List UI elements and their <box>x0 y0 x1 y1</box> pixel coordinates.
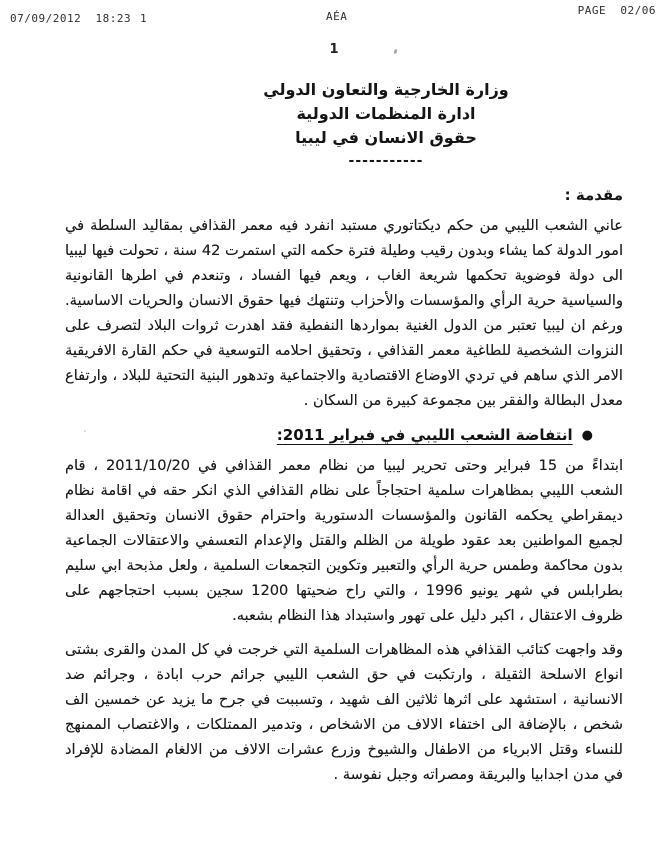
uprising-paragraph-2: وقد واجهت كتائب القذافي هذه المظاهرات السلمية التي خرجت في كل المدن والقرى بشتى انواع الاسلحة الثقيلة ، وارتكبت في حق الشعب الليبي جرائم حرب ابادة ، وجرائم ضد الانسانية ، استشهد على اثرها ثلاثين الف شهيد ، وتسببت في جرح ما يزيد عن خمسين الف شخص ، بالإضافة الى اختفاء الالاف من الاشخاص ، وتدمير الممتلكات ، والاغتصاب الممنهج للنساء وقتل الابرياء من الاطفال والشيوخ وزرع عشرات الالاف من الالغام المضادة للإفراد في مدن اجدابيا والبريقة ومصراته وجبل نفوسة . <box>65 641 623 783</box>
title-line-subject: حقوق الانسان في ليبيا <box>295 128 477 147</box>
intro-paragraph: عاني الشعب الليبي من حكم ديكتاتوري مستبد انفرد فيه معمر القذافي بمقاليد السلطة في امور الدولة كما يشاء وبدون رقيب وطيلة فترة حكمه التي استمرت 42 سنة ، تحولت فيها ليبيا الى دولة فوضوية تحكمها شريعة الغاب ، ويعم فيها الفساد ، وتنعدم في اطرها القانونية والسياسية حرية الرأي والمؤسسات والأحزاب وتنتهك فيها حقوق الانسان والحريات الاساسية. ورغم ان ليبيا تعتبر من الدول الغنية بمواردها النفطية فقد اهدرت ثروات البلاد لتصرف على النزوات الشخصية للطاغية معمر القذافي ، وتحقيق احلامه التوسعية في حكم القارة الافريقية الامر الذي ساهم في تردي الاوضاع الاقتصادية والاجتماعية وتدهور البنية التحتية للبلاد ، وارتفاع معدل البطالة والفقر بين مجموعة كبيرة من السكان . <box>64 217 623 409</box>
bullet-icon: ● <box>581 427 593 443</box>
document-body <box>65 78 623 787</box>
uprising-heading-text: انتفاضة الشعب الليبي في فبراير 2011: <box>276 426 573 444</box>
uprising-paragraph-1: ابتداءً من 15 فبراير وحتى تحرير ليبيا من نظام معمر القذافي في 2011/10/20 ، قام الشعب الليبي بمظاهرات سلمية احتجاجاً على نظام القذافي الذي انكر حقه في اقامة نظام ديمقراطي يحكمه القانون والمؤسسات الدستورية واحترام حقوق الانسان وتحقيق العدالة لجميع المواطنين بعد عقود طويلة من الظلم والقتل والإعدام التعسفي والاعتقالات الجماعية بدون محاكمة وطمس حرية الرأي والتعبير وتكوين التجمعات السلمية ، ولعل مذبحة ابي سليم بطرابلس في شهر يونيو 1996 ، والتي راح ضحيتها 1200 سجين بسبب احتجاجهم على ظروف الاعتقال ، اكبر دليل على تهور واستبداد هذا النظام بشعبه. <box>65 457 624 624</box>
intro-heading: مقدمة : <box>564 186 623 204</box>
title-divider: ----------- <box>348 153 424 169</box>
scan-speck <box>84 430 86 432</box>
fax-terminal-number: 1 <box>140 12 148 25</box>
uprising-section-heading <box>65 426 593 444</box>
document-title-block <box>107 78 665 170</box>
title-line-ministry: وزارة الخارجية والتعاون الدولي <box>263 80 509 99</box>
fax-page-label: PAGE 02/06 <box>577 4 656 17</box>
page-number: 1 <box>329 42 339 57</box>
fax-timestamp: 07/09/2012 18:23 <box>10 12 132 25</box>
title-line-department: ادارة المنظمات الدولية <box>296 104 476 123</box>
fax-station-code: AÉA <box>326 10 348 23</box>
